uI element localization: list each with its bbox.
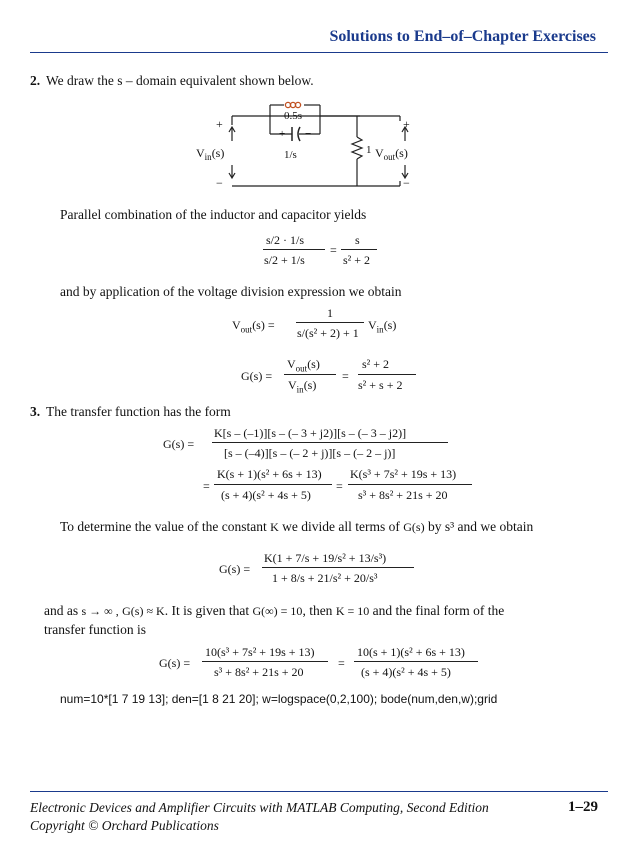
eq-tf2-equals-b: = bbox=[336, 479, 343, 493]
vout-plus: + bbox=[403, 117, 410, 131]
eq-gs-lhs: G(s) = bbox=[241, 369, 273, 383]
eq-parallel-rhs-num: s bbox=[355, 233, 360, 247]
eq-gs-rhs-num: s² + 2 bbox=[362, 357, 390, 371]
eq-tf2-line-a bbox=[214, 484, 332, 485]
eq-vout-num: 1 bbox=[327, 306, 333, 320]
eq-final-den-b: (s + 4)(s² + 4s + 5) bbox=[361, 665, 451, 679]
problem-2-number: 2. bbox=[30, 73, 41, 88]
eq-tf2-num-a: K(s + 1)(s² + 6s + 13) bbox=[217, 467, 322, 481]
eq-tf-line bbox=[212, 442, 448, 443]
eq-normalized-line bbox=[262, 567, 414, 568]
eq-final-num-b: 10(s + 1)(s² + 6s + 13) bbox=[357, 645, 465, 659]
eq-normalized-num: K(1 + 7/s + 19/s² + 13/s³) bbox=[264, 551, 387, 565]
eq-vout-lhs: $V_{out}(s)$ = bbox=[232, 318, 275, 335]
vout-minus: − bbox=[403, 176, 410, 190]
eq-tf-num: K[s – (–1)][s – (– 3 + j2)][s – (– 3 – j2)] bbox=[214, 426, 407, 440]
header-rule bbox=[30, 52, 608, 53]
eq-normalized-den: 1 + 8/s + 21/s² + 20/s³ bbox=[272, 571, 378, 585]
eq-gs-den: $V_{in}(s)$ bbox=[288, 378, 317, 395]
determine-K-text: To determine the value of the constant K we divide all terms of G(s) by s³ and we obtain bbox=[60, 519, 534, 534]
eq-gs-num: $V_{out}(s)$ bbox=[287, 357, 320, 374]
eq-tf-den: [s – (–4)][s – (– 2 + j)][s – (– 2 – j)] bbox=[224, 446, 396, 460]
eq-final-line-a bbox=[202, 661, 328, 662]
problem-3-number: 3. bbox=[30, 404, 41, 419]
eq-tf2-den-a: (s + 4)(s² + 4s + 5) bbox=[221, 488, 311, 502]
capacitor-minus: − bbox=[305, 128, 312, 140]
eq-vout-den: s/(s² + 2) + 1 bbox=[297, 326, 359, 340]
s-domain-circuit bbox=[0, 95, 638, 295]
eq-parallel-den: s/2 + 1/s bbox=[264, 253, 305, 267]
page-header-title: Solutions to End–of–Chapter Exercises bbox=[329, 28, 596, 45]
problem-3-intro: The transfer function has the form bbox=[46, 404, 231, 419]
eq-tf2-num-b: K(s³ + 7s² + 19s + 13) bbox=[350, 467, 457, 481]
capacitor-label: 1/s bbox=[284, 149, 297, 161]
eq-tf2-line-b bbox=[348, 484, 472, 485]
vin-minus: − bbox=[216, 176, 223, 190]
eq-gs-line bbox=[284, 374, 336, 375]
eq-parallel-equals: = bbox=[330, 243, 337, 257]
eq-parallel-rhs-den: s² + 2 bbox=[343, 253, 371, 267]
matlab-code: num=10*[1 7 19 13]; den=[1 8 21 20]; w=logspace(0,2,100); bode(num,den,w);grid bbox=[60, 692, 498, 706]
footer-book-info bbox=[30, 799, 489, 835]
limit-text-line1: and as s → ∞ , G(s) ≈ K. It is given that G(∞) = 10, then K = 10 and the final form of the bbox=[44, 603, 505, 618]
vin-label: $V_{in}(s)$ bbox=[196, 146, 225, 162]
eq-final-num-a: 10(s³ + 7s² + 19s + 13) bbox=[205, 645, 315, 659]
eq-gs-equals: = bbox=[342, 369, 349, 383]
parallel-combination-text: Parallel combination of the inductor and capacitor yields bbox=[60, 207, 367, 222]
resistor-label: 1 bbox=[366, 144, 372, 156]
eq-parallel-line bbox=[263, 249, 325, 250]
eq-final-lhs: G(s) = bbox=[159, 656, 191, 670]
limit-text-line2: transfer function is bbox=[44, 622, 146, 637]
footer-rule bbox=[30, 791, 608, 792]
eq-final-line-b bbox=[354, 661, 478, 662]
capacitor-plus: + bbox=[279, 128, 286, 140]
eq-normalized-lhs: G(s) = bbox=[219, 562, 251, 576]
problem-2-intro: We draw the s – domain equivalent shown below. bbox=[46, 73, 314, 88]
eq-final-equals: = bbox=[338, 656, 345, 670]
page-number: 1–29 bbox=[568, 799, 598, 815]
eq-vout-vin: $V_{in}(s)$ bbox=[368, 318, 397, 335]
footer-copyright: Copyright © Orchard Publications bbox=[30, 818, 219, 833]
eq-parallel-num: s/2 · 1/s bbox=[266, 233, 305, 247]
eq-tf-lhs: G(s) = bbox=[163, 437, 195, 451]
inductor-symbol bbox=[285, 102, 300, 107]
capacitor-symbol bbox=[292, 127, 300, 141]
eq-vout-line bbox=[296, 322, 364, 323]
eq-tf2-equals: = bbox=[203, 479, 210, 493]
eq-gs-rhs-line bbox=[358, 374, 416, 375]
voltage-division-text: and by application of the voltage division expression we obtain bbox=[60, 284, 402, 299]
eq-parallel-rhs-line bbox=[341, 249, 377, 250]
inductor-label: 0.5s bbox=[284, 110, 303, 122]
footer-book-title: Electronic Devices and Amplifier Circuits with MATLAB Computing, Second Edition bbox=[30, 800, 489, 815]
eq-tf2-den-b: s³ + 8s² + 21s + 20 bbox=[358, 488, 448, 502]
vin-plus: + bbox=[216, 117, 223, 131]
vout-label: $V_{out}(s)$ bbox=[375, 146, 408, 162]
eq-final-den-a: s³ + 8s² + 21s + 20 bbox=[214, 665, 304, 679]
eq-gs-rhs-den: s² + s + 2 bbox=[358, 378, 403, 392]
